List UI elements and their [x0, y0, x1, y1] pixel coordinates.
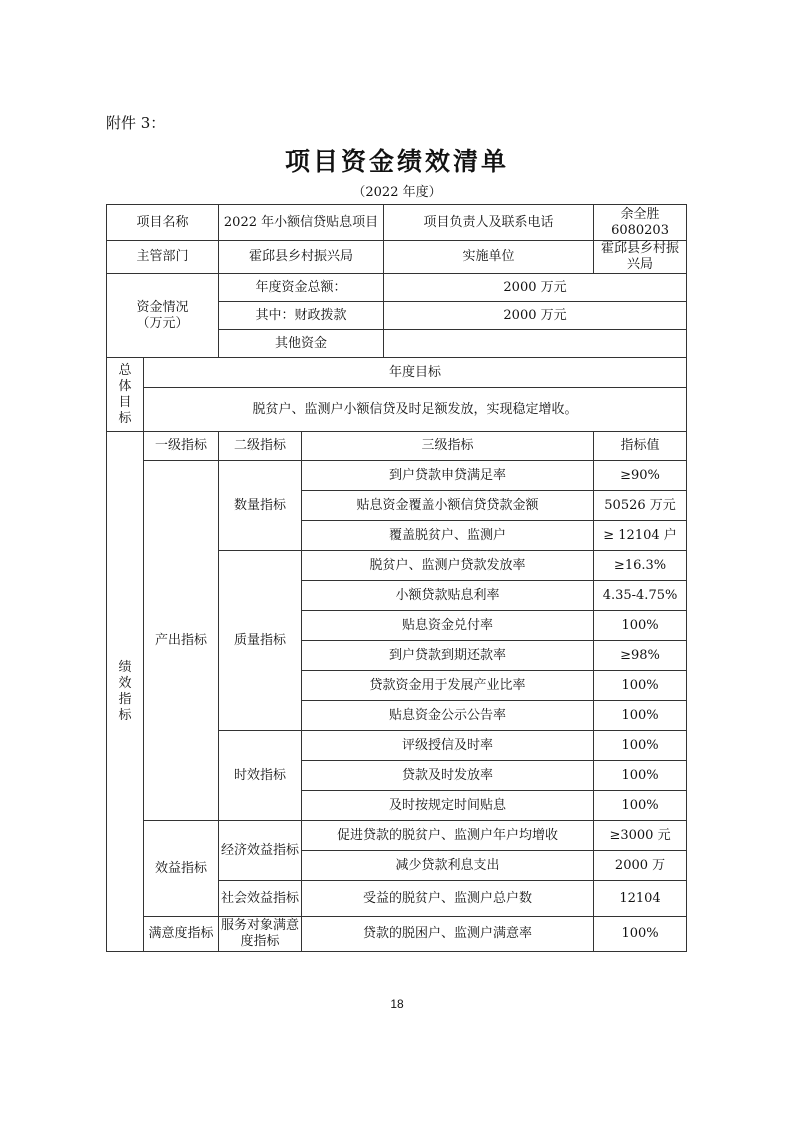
project-name-label: 项目名称 — [107, 205, 219, 241]
perf-label-char: 指 — [118, 691, 132, 707]
goal-text-row — [107, 388, 687, 432]
perf-header-row — [107, 432, 687, 461]
indicator-value: 100% — [594, 671, 687, 701]
performance-table — [106, 204, 687, 952]
indicator-name: 脱贫户、监测户贷款发放率 — [302, 551, 594, 581]
funds-fiscal-label: 其中：财政拨款 — [219, 302, 384, 330]
timeliness-label: 时效指标 — [219, 731, 302, 821]
goal-label-char: 体 — [118, 378, 132, 394]
satisfaction-label: 满意度指标 — [144, 917, 219, 952]
goal-header: 年度目标 — [144, 358, 687, 388]
funds-label — [107, 274, 219, 358]
indicator-name: 贷款的脱困户、监测户满意率 — [302, 917, 594, 952]
indicator-name: 贷款资金用于发展产业比率 — [302, 671, 594, 701]
perf-label-char: 效 — [118, 675, 132, 691]
indicator-value: 12104 — [594, 881, 687, 917]
indicator-value: ≥16.3% — [594, 551, 687, 581]
quality-label: 质量指标 — [219, 551, 302, 731]
perf-label — [107, 432, 144, 952]
funds-fiscal-value: 2000 万元 — [384, 302, 687, 330]
indicator-name: 促进贷款的脱贫户、监测户年户均增收 — [302, 821, 594, 851]
impl-value: 霍邱县乡村振兴局 — [594, 241, 687, 274]
funds-total-label: 年度资金总额： — [219, 274, 384, 302]
indicator-value: 4.35-4.75% — [594, 581, 687, 611]
indicator-name: 到户贷款到期还款率 — [302, 641, 594, 671]
department-row — [107, 241, 687, 274]
quantity-label: 数量指标 — [219, 461, 302, 551]
indicator-name: 贴息资金公示公告率 — [302, 701, 594, 731]
indicator-value: 100% — [594, 917, 687, 952]
table-row — [107, 821, 687, 851]
table-row — [107, 461, 687, 491]
dept-label: 主管部门 — [107, 241, 219, 274]
indicator-value: ≥98% — [594, 641, 687, 671]
funds-total-value: 2000 万元 — [384, 274, 687, 302]
perf-label-char: 绩 — [118, 659, 132, 675]
indicator-value: 2000 万 — [594, 851, 687, 881]
page-number: 18 — [390, 997, 404, 1011]
impl-label: 实施单位 — [384, 241, 594, 274]
goal-header-row — [107, 358, 687, 388]
indicator-value: 100% — [594, 611, 687, 641]
goal-label — [107, 358, 144, 432]
indicator-value: 100% — [594, 731, 687, 761]
indicator-name: 受益的脱贫户、监测户总户数 — [302, 881, 594, 917]
goal-label-char: 目 — [118, 394, 132, 410]
indicator-value: 50526 万元 — [594, 491, 687, 521]
funds-other-value — [384, 330, 687, 358]
year-subtitle: （2022 年度） — [352, 185, 442, 200]
funds-total-row — [107, 274, 687, 302]
col-value: 指标值 — [594, 432, 687, 461]
project-name-value: 2022 年小额信贷贴息项目 — [219, 205, 384, 241]
perf-label-char: 标 — [118, 707, 132, 723]
indicator-name: 覆盖脱贫户、监测户 — [302, 521, 594, 551]
indicator-name: 及时按规定时间贴息 — [302, 791, 594, 821]
project-name-row — [107, 205, 687, 241]
goal-label-char: 总 — [118, 362, 132, 378]
indicator-name: 减少贷款利息支出 — [302, 851, 594, 881]
output-label: 产出指标 — [144, 461, 219, 821]
indicator-name: 贷款及时发放率 — [302, 761, 594, 791]
funds-other-label: 其他资金 — [219, 330, 384, 358]
indicator-name: 贴息资金覆盖小额信贷贷款金额 — [302, 491, 594, 521]
funds-label-line1: 资金情况 — [136, 299, 189, 315]
col-level1: 一级指标 — [144, 432, 219, 461]
table-row — [107, 917, 687, 952]
col-level3: 三级指标 — [302, 432, 594, 461]
goal-text: 脱贫户、监测户小额信贷及时足额发放，实现稳定增收。 — [144, 388, 687, 432]
service-label: 服务对象满意度指标 — [219, 917, 302, 952]
indicator-name: 评级授信及时率 — [302, 731, 594, 761]
econ-label: 经济效益指标 — [219, 821, 302, 881]
page-title: 项目资金绩效清单 — [284, 147, 509, 176]
col-level2: 二级指标 — [219, 432, 302, 461]
funds-label-line2: （万元） — [136, 315, 189, 331]
indicator-name: 小额贷款贴息利率 — [302, 581, 594, 611]
indicator-value: ≥ 12104 户 — [594, 521, 687, 551]
indicator-value: 100% — [594, 791, 687, 821]
indicator-value: ≥90% — [594, 461, 687, 491]
benefit-label: 效益指标 — [144, 821, 219, 917]
leader-label: 项目负责人及联系电话 — [384, 205, 594, 241]
indicator-name: 贴息资金兑付率 — [302, 611, 594, 641]
indicator-value: 100% — [594, 761, 687, 791]
indicator-name: 到户贷款申贷满足率 — [302, 461, 594, 491]
leader-value: 余全胜 6080203 — [594, 205, 687, 241]
indicator-value: 100% — [594, 701, 687, 731]
goal-label-char: 标 — [118, 410, 132, 426]
social-label: 社会效益指标 — [219, 881, 302, 917]
indicator-value: ≥3000 元 — [594, 821, 687, 851]
attachment-label: 附件 3： — [106, 114, 166, 132]
dept-value: 霍邱县乡村振兴局 — [219, 241, 384, 274]
